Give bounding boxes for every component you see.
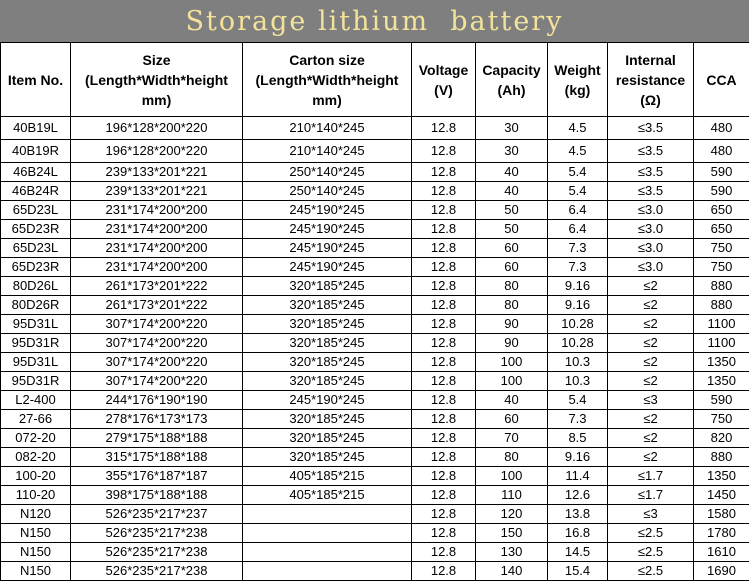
- cell-item-no: 110-20: [1, 486, 71, 505]
- cell-cca: 1350: [694, 467, 749, 486]
- table-row: [1, 410, 749, 429]
- cell-item-no: 46B24L: [1, 163, 71, 182]
- cell-capacity: 50: [476, 220, 548, 239]
- cell-internal-resistance: ≤2: [608, 277, 694, 296]
- cell-weight: 10.3: [548, 353, 608, 372]
- cell-capacity: 150: [476, 524, 548, 543]
- table-row: [1, 543, 749, 562]
- cell-capacity: 80: [476, 296, 548, 315]
- cell-internal-resistance: ≤2: [608, 315, 694, 334]
- table-body: [1, 117, 749, 581]
- cell-internal-resistance: ≤3.5: [608, 182, 694, 201]
- cell-item-no: N150: [1, 543, 71, 562]
- cell-cca: 1350: [694, 372, 749, 391]
- cell-weight: 7.3: [548, 239, 608, 258]
- cell-weight: 5.4: [548, 182, 608, 201]
- table-row: [1, 334, 749, 353]
- cell-item-no: 65D23R: [1, 220, 71, 239]
- cell-cca: 880: [694, 277, 749, 296]
- cell-size: 239*133*201*221: [71, 163, 243, 182]
- cell-internal-resistance: ≤3: [608, 391, 694, 410]
- cell-size: 244*176*190*190: [71, 391, 243, 410]
- cell-weight: 9.16: [548, 448, 608, 467]
- cell-carton-size: 245*190*245: [243, 220, 412, 239]
- table-row: [1, 372, 749, 391]
- cell-item-no: N120: [1, 505, 71, 524]
- cell-weight: 11.4: [548, 467, 608, 486]
- cell-weight: 6.4: [548, 220, 608, 239]
- cell-voltage: 12.8: [412, 201, 476, 220]
- table-row: [1, 562, 749, 581]
- cell-carton-size: 210*140*245: [243, 117, 412, 140]
- cell-size: 279*175*188*188: [71, 429, 243, 448]
- cell-capacity: 120: [476, 505, 548, 524]
- cell-size: 278*176*173*173: [71, 410, 243, 429]
- cell-voltage: 12.8: [412, 562, 476, 581]
- cell-cca: 1350: [694, 353, 749, 372]
- cell-voltage: 12.8: [412, 391, 476, 410]
- cell-cca: 480: [694, 117, 749, 140]
- cell-size: 307*174*200*220: [71, 334, 243, 353]
- cell-cca: 750: [694, 239, 749, 258]
- cell-cca: 1610: [694, 543, 749, 562]
- table-row: [1, 239, 749, 258]
- cell-internal-resistance: ≤2: [608, 296, 694, 315]
- cell-carton-size: 250*140*245: [243, 182, 412, 201]
- cell-cca: 750: [694, 410, 749, 429]
- cell-carton-size: 320*185*245: [243, 372, 412, 391]
- cell-size: 261*173*201*222: [71, 277, 243, 296]
- cell-internal-resistance: ≤3.0: [608, 258, 694, 277]
- cell-size: 526*235*217*238: [71, 562, 243, 581]
- cell-capacity: 90: [476, 315, 548, 334]
- cell-weight: 9.16: [548, 277, 608, 296]
- cell-voltage: 12.8: [412, 277, 476, 296]
- table-row: [1, 524, 749, 543]
- cell-size: 231*174*200*200: [71, 239, 243, 258]
- cell-voltage: 12.8: [412, 353, 476, 372]
- cell-item-no: L2-400: [1, 391, 71, 410]
- cell-carton-size: 210*140*245: [243, 140, 412, 163]
- cell-internal-resistance: ≤3.5: [608, 140, 694, 163]
- cell-item-no: N150: [1, 524, 71, 543]
- cell-capacity: 60: [476, 410, 548, 429]
- cell-voltage: 12.8: [412, 334, 476, 353]
- cell-voltage: 12.8: [412, 220, 476, 239]
- table-row: [1, 201, 749, 220]
- cell-voltage: 12.8: [412, 467, 476, 486]
- cell-weight: 10.28: [548, 334, 608, 353]
- cell-size: 196*128*200*220: [71, 117, 243, 140]
- cell-voltage: 12.8: [412, 524, 476, 543]
- cell-voltage: 12.8: [412, 239, 476, 258]
- cell-capacity: 60: [476, 239, 548, 258]
- cell-size: 231*174*200*200: [71, 201, 243, 220]
- cell-carton-size: 320*185*245: [243, 410, 412, 429]
- cell-weight: 5.4: [548, 163, 608, 182]
- cell-size: 307*174*200*220: [71, 372, 243, 391]
- cell-capacity: 30: [476, 140, 548, 163]
- cell-carton-size: 250*140*245: [243, 163, 412, 182]
- cell-carton-size: 320*185*245: [243, 334, 412, 353]
- column-header-item-no: Item No.: [1, 43, 71, 117]
- cell-voltage: 12.8: [412, 296, 476, 315]
- cell-cca: 1690: [694, 562, 749, 581]
- cell-capacity: 30: [476, 117, 548, 140]
- cell-cca: 1450: [694, 486, 749, 505]
- cell-cca: 650: [694, 201, 749, 220]
- cell-cca: 590: [694, 163, 749, 182]
- cell-cca: 880: [694, 296, 749, 315]
- cell-item-no: 100-20: [1, 467, 71, 486]
- column-header-internal-resistance: Internal resistance (Ω): [608, 43, 694, 117]
- table-row: [1, 353, 749, 372]
- cell-internal-resistance: ≤2: [608, 448, 694, 467]
- cell-capacity: 100: [476, 372, 548, 391]
- cell-internal-resistance: ≤1.7: [608, 467, 694, 486]
- column-header-size: Size (Length*Width*height mm): [71, 43, 243, 117]
- cell-item-no: 80D26R: [1, 296, 71, 315]
- cell-size: 261*173*201*222: [71, 296, 243, 315]
- table-row: [1, 277, 749, 296]
- cell-capacity: 60: [476, 258, 548, 277]
- cell-cca: 1100: [694, 334, 749, 353]
- cell-capacity: 70: [476, 429, 548, 448]
- header-row: [1, 43, 749, 117]
- cell-cca: 650: [694, 220, 749, 239]
- cell-item-no: 95D31L: [1, 353, 71, 372]
- table-row: [1, 467, 749, 486]
- cell-size: 231*174*200*200: [71, 258, 243, 277]
- cell-voltage: 12.8: [412, 258, 476, 277]
- cell-cca: 880: [694, 448, 749, 467]
- cell-size: 398*175*188*188: [71, 486, 243, 505]
- table-row: [1, 315, 749, 334]
- cell-weight: 16.8: [548, 524, 608, 543]
- cell-size: 307*174*200*220: [71, 353, 243, 372]
- cell-item-no: 082-20: [1, 448, 71, 467]
- table-row: [1, 486, 749, 505]
- page-title: Storage lithium battery: [0, 0, 749, 42]
- table-row: [1, 429, 749, 448]
- cell-voltage: 12.8: [412, 448, 476, 467]
- cell-item-no: 65D23L: [1, 239, 71, 258]
- cell-carton-size: 320*185*245: [243, 277, 412, 296]
- cell-size: 526*235*217*238: [71, 543, 243, 562]
- cell-carton-size: [243, 524, 412, 543]
- cell-internal-resistance: ≤2.5: [608, 562, 694, 581]
- cell-carton-size: 320*185*245: [243, 353, 412, 372]
- cell-internal-resistance: ≤3.0: [608, 201, 694, 220]
- cell-weight: 10.3: [548, 372, 608, 391]
- cell-voltage: 12.8: [412, 505, 476, 524]
- cell-internal-resistance: ≤3.5: [608, 163, 694, 182]
- cell-size: 355*176*187*187: [71, 467, 243, 486]
- cell-size: 307*174*200*220: [71, 315, 243, 334]
- column-header-carton-size: Carton size (Length*Width*height mm): [243, 43, 412, 117]
- cell-weight: 15.4: [548, 562, 608, 581]
- cell-item-no: 072-20: [1, 429, 71, 448]
- cell-carton-size: 245*190*245: [243, 239, 412, 258]
- cell-item-no: 40B19R: [1, 140, 71, 163]
- cell-size: 196*128*200*220: [71, 140, 243, 163]
- cell-weight: 10.28: [548, 315, 608, 334]
- cell-cca: 590: [694, 182, 749, 201]
- cell-internal-resistance: ≤2.5: [608, 543, 694, 562]
- cell-voltage: 12.8: [412, 315, 476, 334]
- cell-voltage: 12.8: [412, 410, 476, 429]
- cell-capacity: 80: [476, 448, 548, 467]
- cell-voltage: 12.8: [412, 486, 476, 505]
- cell-weight: 13.8: [548, 505, 608, 524]
- cell-carton-size: 245*190*245: [243, 258, 412, 277]
- cell-weight: 4.5: [548, 117, 608, 140]
- cell-weight: 7.3: [548, 258, 608, 277]
- cell-weight: 7.3: [548, 410, 608, 429]
- table-row: [1, 448, 749, 467]
- cell-capacity: 50: [476, 201, 548, 220]
- cell-carton-size: 320*185*245: [243, 315, 412, 334]
- cell-cca: 1580: [694, 505, 749, 524]
- battery-spec-table: [0, 42, 749, 581]
- column-header-voltage: Voltage (V): [412, 43, 476, 117]
- cell-internal-resistance: ≤2: [608, 353, 694, 372]
- cell-item-no: N150: [1, 562, 71, 581]
- cell-internal-resistance: ≤2: [608, 410, 694, 429]
- cell-size: 315*175*188*188: [71, 448, 243, 467]
- cell-item-no: 95D31R: [1, 334, 71, 353]
- cell-item-no: 80D26L: [1, 277, 71, 296]
- cell-capacity: 100: [476, 467, 548, 486]
- cell-carton-size: 405*185*215: [243, 486, 412, 505]
- cell-internal-resistance: ≤1.7: [608, 486, 694, 505]
- cell-cca: 820: [694, 429, 749, 448]
- table-row: [1, 163, 749, 182]
- cell-capacity: 40: [476, 182, 548, 201]
- cell-capacity: 140: [476, 562, 548, 581]
- cell-capacity: 100: [476, 353, 548, 372]
- column-header-capacity: Capacity (Ah): [476, 43, 548, 117]
- table-row: [1, 117, 749, 140]
- cell-size: 239*133*201*221: [71, 182, 243, 201]
- cell-voltage: 12.8: [412, 543, 476, 562]
- column-header-cca: CCA: [694, 43, 749, 117]
- cell-capacity: 90: [476, 334, 548, 353]
- cell-internal-resistance: ≤3.5: [608, 117, 694, 140]
- cell-cca: 480: [694, 140, 749, 163]
- cell-internal-resistance: ≤3: [608, 505, 694, 524]
- table-row: [1, 182, 749, 201]
- cell-internal-resistance: ≤2: [608, 429, 694, 448]
- cell-carton-size: [243, 543, 412, 562]
- cell-weight: 9.16: [548, 296, 608, 315]
- cell-carton-size: 245*190*245: [243, 201, 412, 220]
- cell-internal-resistance: ≤2: [608, 334, 694, 353]
- table-row: [1, 505, 749, 524]
- cell-item-no: 95D31R: [1, 372, 71, 391]
- cell-item-no: 95D31L: [1, 315, 71, 334]
- cell-voltage: 12.8: [412, 117, 476, 140]
- table-row: [1, 220, 749, 239]
- cell-carton-size: 320*185*245: [243, 429, 412, 448]
- cell-cca: 1780: [694, 524, 749, 543]
- cell-voltage: 12.8: [412, 372, 476, 391]
- cell-capacity: 110: [476, 486, 548, 505]
- cell-capacity: 40: [476, 391, 548, 410]
- cell-item-no: 65D23L: [1, 201, 71, 220]
- cell-item-no: 27-66: [1, 410, 71, 429]
- cell-carton-size: 320*185*245: [243, 448, 412, 467]
- cell-weight: 5.4: [548, 391, 608, 410]
- cell-internal-resistance: ≤2: [608, 372, 694, 391]
- table-row: [1, 296, 749, 315]
- cell-internal-resistance: ≤3.0: [608, 220, 694, 239]
- cell-capacity: 130: [476, 543, 548, 562]
- cell-carton-size: 320*185*245: [243, 296, 412, 315]
- table-row: [1, 140, 749, 163]
- cell-carton-size: [243, 505, 412, 524]
- cell-carton-size: [243, 562, 412, 581]
- cell-weight: 6.4: [548, 201, 608, 220]
- cell-item-no: 46B24R: [1, 182, 71, 201]
- cell-capacity: 80: [476, 277, 548, 296]
- table-row: [1, 258, 749, 277]
- cell-item-no: 40B19L: [1, 117, 71, 140]
- cell-voltage: 12.8: [412, 182, 476, 201]
- cell-weight: 14.5: [548, 543, 608, 562]
- cell-cca: 590: [694, 391, 749, 410]
- cell-size: 526*235*217*237: [71, 505, 243, 524]
- cell-size: 231*174*200*200: [71, 220, 243, 239]
- cell-internal-resistance: ≤3.0: [608, 239, 694, 258]
- cell-weight: 4.5: [548, 140, 608, 163]
- cell-cca: 750: [694, 258, 749, 277]
- cell-internal-resistance: ≤2.5: [608, 524, 694, 543]
- column-header-weight: Weight (kg): [548, 43, 608, 117]
- cell-cca: 1100: [694, 315, 749, 334]
- cell-weight: 8.5: [548, 429, 608, 448]
- cell-item-no: 65D23R: [1, 258, 71, 277]
- cell-voltage: 12.8: [412, 429, 476, 448]
- cell-capacity: 40: [476, 163, 548, 182]
- cell-voltage: 12.8: [412, 163, 476, 182]
- cell-carton-size: 245*190*245: [243, 391, 412, 410]
- cell-size: 526*235*217*238: [71, 524, 243, 543]
- cell-weight: 12.6: [548, 486, 608, 505]
- cell-carton-size: 405*185*215: [243, 467, 412, 486]
- table-row: [1, 391, 749, 410]
- cell-voltage: 12.8: [412, 140, 476, 163]
